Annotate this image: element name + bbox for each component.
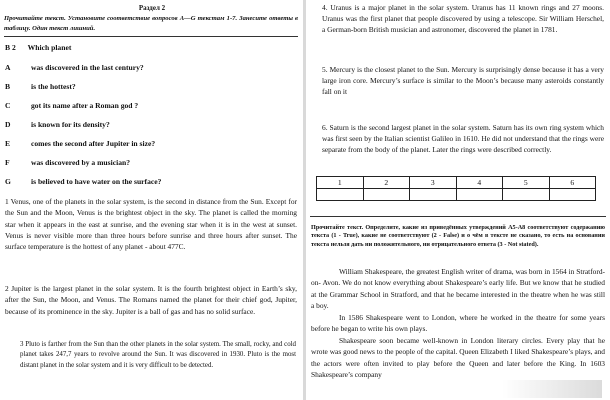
question-item [5,120,110,129]
answer-table-header [317,177,596,189]
answer-cell[interactable] [317,189,364,201]
question-item [5,158,130,167]
answer-cell[interactable] [410,189,457,201]
question-letter: G [5,177,11,186]
text-jupiter: 2 Jupiter is the largest planet in the solar system. It is the fourth brightest object in Earth’s sky, after the Sun, the Moon, and Venus. The Romans named the planet for their chief god, Jupiter, because of its prominence in the sky. Jupiter is a ball of gas and has no solid surface. [5,284,297,316]
answer-table-row [317,189,596,201]
question-text: was discovered in the last century? [31,63,144,72]
question-text: was discovered by a musician? [31,158,131,167]
left-page [0,0,304,400]
answer-table [316,176,596,201]
true-false-instruction: Прочитайте текст. Определите, какие из приведённых утверждений А5-А8 соответствуют содержанию текста (1 - True), какие не соответствуют (2 - False) и о чём в тексте не сказано, то есть на основании текста нельзя дать ни положительного, ни отрицательного ответа (3 - Not stated). [311,224,605,248]
story-paragraph: Shakespeare soon became well-known in London literary circles. Every play that he wrote was good news to the people of the capital. Queen Elizabeth I liked Shakespeare’s plays, and the actors were often invited to play before the Queen and later before the King. In 1603 Shakespeare’s company [311,336,605,379]
question-letter: F [5,158,10,167]
question-item [5,177,161,186]
question-letter: D [5,120,11,129]
answer-cell[interactable] [549,189,596,201]
task-title: Which planet [27,43,72,52]
story-paragraph: William Shakespeare, the greatest English writer of drama, was born in 1564 in Stratford-on- Avon. We do not know everything about Shakespeare’s early life. But we know that he studied at the Grammar School in Stratford, and that he became interested in the theatre when he was still a boy. [311,267,605,310]
text-saturn: 6. Saturn is the second largest planet in the solar system. Saturn has its own ring system which was first seen by the Italian scientist Galileo in 1610. He did not understand that the rings were separate from the body of the planet. Later the rings were described correctly. [322,123,604,155]
answer-col-header: 6 [549,177,596,189]
question-text: is believed to have water on the surface? [31,177,162,186]
question-item [5,139,155,148]
text-uranus: 4. Uranus is a major planet in the solar system. Uranus has 11 known rings and 27 moons. Uranus was the first planet that people discovered by using a telescope. Sir William Herschel, a German-born British musician and astronomer, discovered the planet in 1781. [322,3,604,35]
question-letter: B [5,82,11,91]
answer-col-header: 4 [456,177,503,189]
matching-instruction: Прочитайте текст. Установите соответствие вопросов A—G текстам 1-7. Занесите ответы в таблицу. Один текст лишний. [4,15,298,32]
answer-col-header: 5 [503,177,550,189]
section-title: Раздел 2 [138,4,166,12]
task-heading [5,43,71,52]
question-letter: A [5,63,11,72]
watermark-overlay [502,380,602,398]
answer-col-header: 1 [317,177,364,189]
text-pluto: 3 Pluto is farther from the Sun than the other planets in the solar system. The small, rocky, and cold planet takes 247,7 years to revolve around the Sun. It was discovered in 1930. Pluto is the most distant planet in the solar system and it is very difficult to be detected. [20,341,296,369]
answer-cell[interactable] [456,189,503,201]
question-text: got its name after a Roman god ? [31,101,139,110]
divider-line [4,36,298,37]
story-paragraph: In 1586 Shakespeare went to London, where he worked in the theatre for some years before he began to write his own plays. [311,313,605,334]
answer-cell[interactable] [363,189,410,201]
question-letter: C [5,101,11,110]
text-venus: 1 Venus, one of the planets in the solar system, is the second in distance from the Sun. Except for the Sun and the Moon, Venus is the brightest object in the sky. The planet is called the morning star when it appears in the east at sunrise, and the evening star when it is in the west at sunset. Venus is never visible more than three hours before sunrise and three hours after sunset. The surface temperature is the hottest of any planet - about 477C. [5,197,297,252]
answer-cell[interactable] [503,189,550,201]
question-letter: E [5,139,11,148]
divider-line [310,216,606,217]
answer-col-header: 3 [410,177,457,189]
question-item [5,101,138,110]
question-item [5,63,144,72]
text-mercury: 5. Mercury is the closest planet to the Sun. Mercury is surprisingly dense because it has a very large iron core. Mercury’s surface is similar to the Moon’s because many asteroids constantly fall on it [322,65,604,97]
question-text: is the hottest? [31,82,76,91]
task-code: B 2 [5,43,16,52]
answer-col-header: 2 [363,177,410,189]
question-text: comes the second after Jupiter in size? [31,139,156,148]
question-text: is known for its density? [31,120,110,129]
right-page [306,0,610,400]
question-item [5,82,76,91]
